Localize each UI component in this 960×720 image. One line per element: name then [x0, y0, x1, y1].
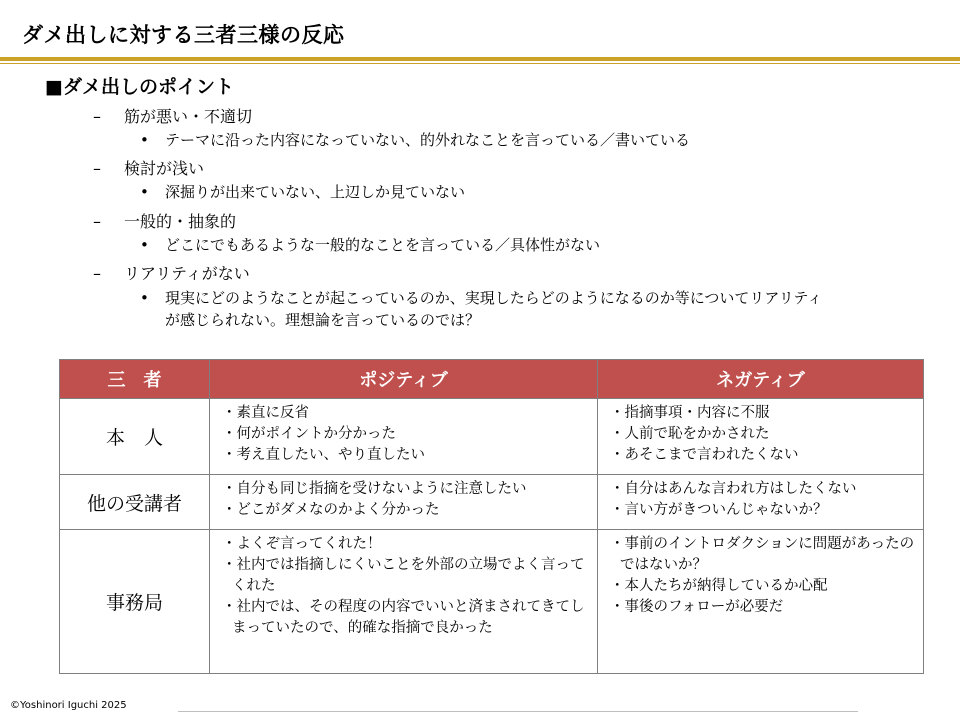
reaction-item: ・どこがダメなのかよく分かった — [222, 502, 440, 518]
points-heading: ■ダメ出しのポイント — [45, 76, 234, 98]
header-positive: ポジティブ — [210, 360, 598, 399]
copyright-text: ©Yoshinori Iguchi 2025 — [10, 700, 127, 711]
reaction-item: ・指摘事項・内容に不服 — [610, 405, 770, 421]
bullet-marker: • — [140, 236, 149, 254]
reaction-item: ・事後のフォローが必要だ — [610, 599, 784, 615]
header-negative: ネガティブ — [598, 360, 924, 399]
slide-title: ダメ出しに対する三者三様の反応 — [22, 23, 345, 47]
point-label: リアリティがない — [124, 264, 250, 283]
footer-rule — [178, 711, 858, 712]
dash-marker: – — [93, 212, 101, 231]
point-sub-text-continued: が感じられない。理想論を言っているのでは？ — [165, 311, 481, 329]
point-label: 検討が浅い — [124, 159, 205, 178]
point-subitem — [140, 129, 690, 151]
dash-marker: – — [93, 159, 101, 178]
positive-cell — [210, 475, 598, 530]
row-label-secretariat: 事務局 — [60, 530, 210, 674]
reaction-item: ・社内では指摘しにくいことを外部の立場でよく言ってくれた — [222, 557, 585, 594]
reaction-item: ・自分も同じ指摘を受けないように注意したい — [222, 481, 527, 497]
dash-marker: – — [93, 107, 101, 126]
point-subitem — [140, 181, 465, 203]
point-sub-text: 深掘りが出来ていない、上辺しか見ていない — [165, 183, 466, 201]
negative-cell — [598, 475, 924, 530]
row-label-self: 本 人 — [60, 399, 210, 475]
reaction-item: ・自分はあんな言われ方はしたくない — [610, 481, 857, 497]
point-sub-text: テーマに沿った内容になっていない、的外れなことを言っている／書いている — [165, 131, 691, 149]
table-header-row — [60, 360, 924, 399]
point-item — [93, 156, 204, 179]
reaction-item: ・本人たちが納得しているか心配 — [610, 578, 828, 594]
bullet-marker: • — [140, 183, 149, 201]
point-item — [93, 104, 252, 127]
reaction-item: ・考え直したい、やり直したい — [222, 447, 425, 463]
negative-cell — [598, 399, 924, 475]
reaction-table — [59, 359, 924, 674]
reaction-item: ・言い方がきついんじゃないか？ — [610, 502, 828, 518]
point-item — [93, 261, 250, 284]
point-sub-text: どこにでもあるような一般的なことを言っている／具体性がない — [165, 236, 601, 254]
point-subitem — [140, 234, 600, 256]
reaction-item: ・何がポイントか分かった — [222, 426, 396, 442]
table-row — [60, 530, 924, 674]
reaction-item: ・素直に反省 — [222, 405, 309, 421]
positive-cell — [210, 399, 598, 475]
reaction-item: ・社内では、その程度の内容でいいと済まされてきてしまっていたので、的確な指摘で良かった — [222, 599, 585, 636]
row-label-other-trainees: 他の受講者 — [60, 475, 210, 530]
title-rule-thick — [0, 57, 960, 61]
header-stakeholders: 三 者 — [60, 360, 210, 399]
point-label: 筋が悪い・不適切 — [124, 107, 253, 126]
bullet-marker: • — [140, 289, 149, 307]
reaction-item: ・よくぞ言ってくれた！ — [222, 536, 382, 552]
positive-cell — [210, 530, 598, 674]
table-row — [60, 475, 924, 530]
point-item — [93, 209, 236, 232]
title-rule-thin — [0, 63, 960, 64]
reaction-item: ・事前のイントロダクションに問題があったのではないか？ — [610, 536, 915, 573]
point-sub-text: 現実にどのようなことが起こっているのか、実現したらどのようになるのか等についてリアリティ — [165, 289, 823, 307]
point-subitem — [140, 287, 822, 331]
reaction-item: ・あそこまで言われたくない — [610, 447, 799, 463]
negative-cell — [598, 530, 924, 674]
point-label: 一般的・抽象的 — [124, 212, 237, 231]
reaction-item: ・人前で恥をかかされた — [610, 426, 770, 442]
dash-marker: – — [93, 264, 101, 283]
bullet-marker: • — [140, 131, 149, 149]
table-row — [60, 399, 924, 475]
